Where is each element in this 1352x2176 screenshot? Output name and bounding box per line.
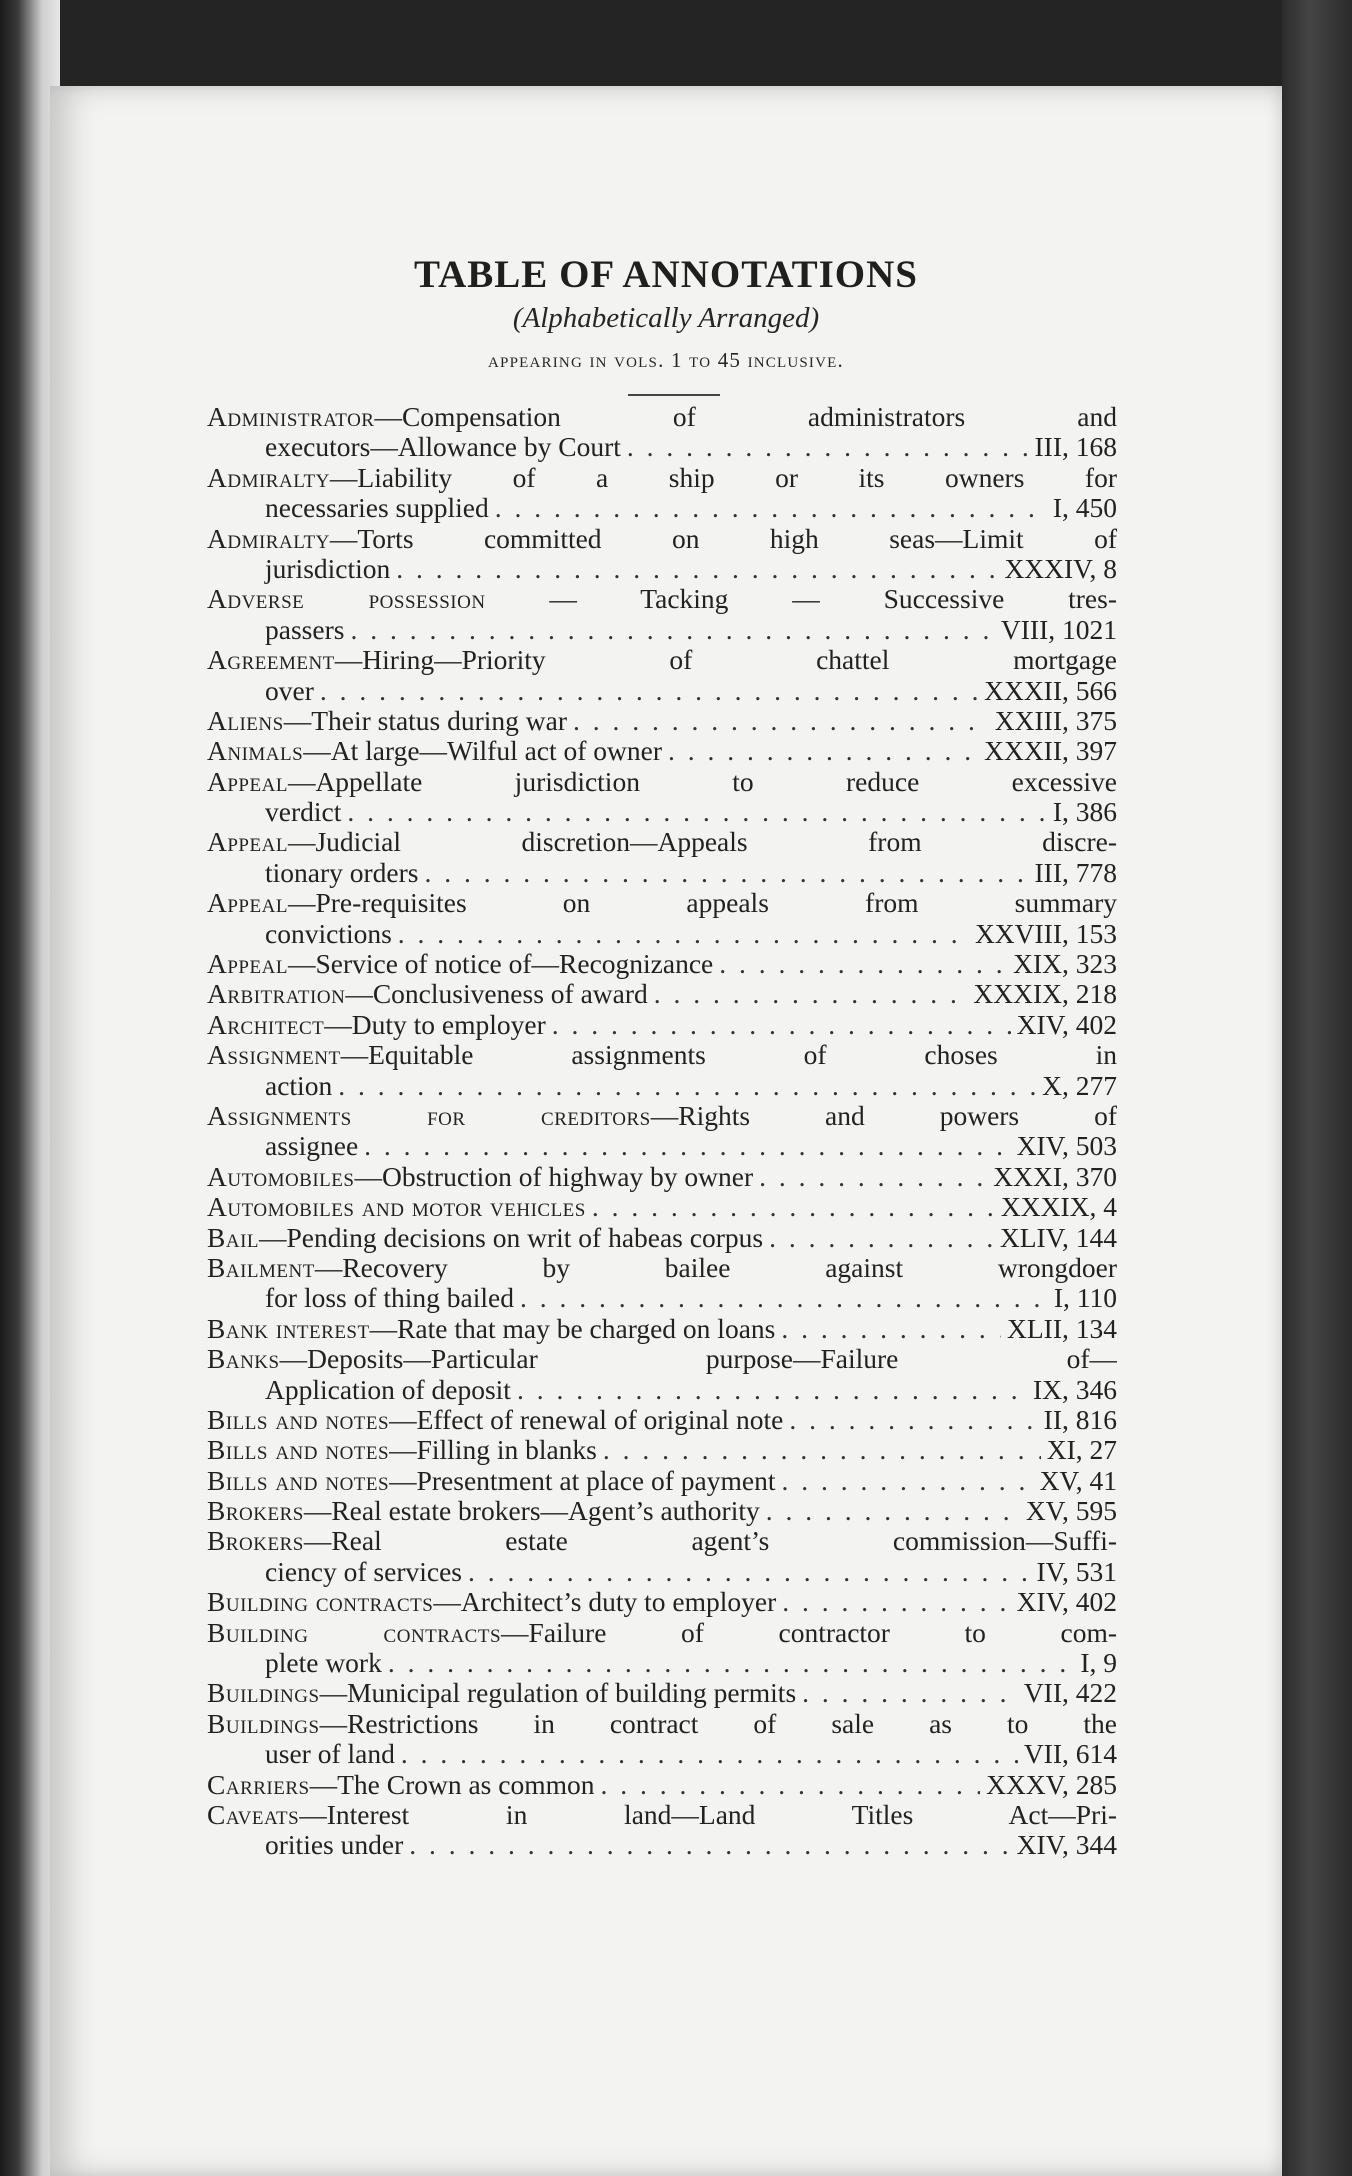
volume-page-reference: XXXV, 285	[986, 1769, 1117, 1800]
dot-leader	[766, 1496, 1020, 1526]
volume-page-reference: I, 9	[1080, 1648, 1117, 1679]
entry-first-line	[207, 463, 1117, 493]
volume-page-reference: XLIV, 144	[999, 1222, 1117, 1253]
entry-first-line	[207, 1101, 1117, 1131]
entry-description: —Architect’s duty to employer	[433, 1587, 777, 1618]
entry-second-line	[207, 919, 1117, 949]
volume-page-reference: XV, 595	[1025, 1496, 1117, 1527]
entry-heading: Admiralty	[207, 523, 330, 554]
entry-line	[207, 1435, 1117, 1465]
entry-line	[207, 1314, 1117, 1344]
dot-leader	[654, 979, 968, 1009]
volume-page-reference: VII, 614	[1023, 1739, 1117, 1770]
entry-heading: Animals	[207, 736, 304, 767]
annotation-entry	[207, 584, 1117, 645]
entry-first-line	[207, 645, 1117, 675]
volume-page-reference: XLII, 134	[1007, 1313, 1117, 1344]
dot-leader	[782, 1587, 1010, 1617]
entry-heading: Carriers	[207, 1769, 310, 1800]
entry-description: —Compensation of administrators and	[374, 402, 1117, 432]
entry-heading: Admiralty	[207, 462, 330, 493]
entry-line	[207, 1496, 1117, 1526]
entry-description: —Obstruction of highway by owner	[354, 1161, 754, 1192]
entry-description: —Presentment at place of payment	[389, 1465, 776, 1496]
entry-heading: Assignments for creditors	[207, 1100, 651, 1131]
dot-leader	[759, 1162, 987, 1192]
entry-continuation: plete work	[265, 1648, 382, 1679]
entry-heading: Adverse possession	[207, 584, 486, 615]
entry-continuation: passers	[265, 614, 345, 645]
entry-first-line	[207, 584, 1117, 614]
annotation-entry	[207, 1678, 1117, 1708]
annotation-entry	[207, 1526, 1117, 1587]
entry-continuation: executors—Allowance by Court	[265, 432, 621, 463]
dot-leader	[398, 919, 969, 949]
volume-page-reference: II, 816	[1043, 1404, 1117, 1435]
annotation-entry	[207, 1314, 1117, 1344]
annotation-entry	[207, 736, 1117, 766]
entry-first-line	[207, 1253, 1117, 1283]
annotation-entry	[207, 1101, 1117, 1162]
entry-heading: Bank interest	[207, 1313, 370, 1344]
entry-continuation: for loss of thing bailed	[265, 1283, 514, 1314]
dot-leader	[802, 1678, 1018, 1708]
entry-heading: Bills and notes	[207, 1435, 390, 1466]
entry-continuation: necessaries supplied	[265, 493, 489, 524]
volume-page-reference: VIII, 1021	[1000, 614, 1117, 645]
entry-second-line	[207, 1071, 1117, 1101]
entry-first-line	[207, 402, 1117, 432]
dot-leader	[517, 1375, 1027, 1405]
entry-heading: Buildings	[207, 1708, 320, 1739]
entry-line	[207, 1223, 1117, 1253]
dot-leader	[520, 1283, 1048, 1313]
entry-continuation: over	[265, 675, 314, 706]
entry-second-line	[207, 1557, 1117, 1587]
entry-continuation: orities under	[265, 1830, 404, 1861]
entry-first-line	[207, 888, 1117, 918]
entry-heading: Aliens	[207, 705, 284, 736]
entry-description: —Failure of contractor to com-	[501, 1617, 1117, 1648]
volume-page-reference: XXXI, 370	[993, 1161, 1117, 1192]
entry-continuation: action	[265, 1070, 333, 1101]
annotation-entry	[207, 1435, 1117, 1465]
entry-continuation: Application of deposit	[265, 1374, 511, 1405]
entry-description: —Conclusiveness of award	[345, 979, 648, 1010]
entry-heading: Agreement	[207, 645, 335, 676]
entry-heading: Brokers	[207, 1496, 304, 1527]
entry-heading: Administrator	[207, 402, 375, 432]
annotation-entry	[207, 463, 1117, 524]
annotation-entry	[207, 1192, 1117, 1222]
dot-leader	[627, 432, 1029, 462]
volume-page-reference: XIX, 323	[1013, 949, 1117, 980]
volume-page-reference: XXXII, 397	[984, 736, 1117, 767]
entry-first-line	[207, 1709, 1117, 1739]
entry-description: —Their status during war	[283, 705, 568, 736]
entry-line	[207, 1010, 1117, 1040]
entry-continuation: user of land	[265, 1739, 395, 1770]
entry-line	[207, 1192, 1117, 1222]
entry-description: —Real estate brokers—Agent’s authority	[303, 1496, 760, 1527]
entry-continuation: assignee	[265, 1131, 359, 1162]
entry-heading: Architect	[207, 1009, 325, 1040]
volume-page-reference: III, 168	[1034, 432, 1117, 463]
annotation-entry	[207, 1770, 1117, 1800]
entry-description: —Equitable assignments of choses in	[340, 1040, 1117, 1071]
annotations-list	[207, 402, 1117, 1861]
book-cover-edge	[1282, 0, 1352, 2176]
entry-second-line	[207, 1739, 1117, 1769]
entry-first-line	[207, 1040, 1117, 1070]
entry-first-line	[207, 827, 1117, 857]
entry-description: —Pre-requisites on appeals from summary	[287, 888, 1117, 919]
entry-description: —Pending decisions on writ of habeas corpus	[259, 1222, 764, 1253]
annotation-entry	[207, 1010, 1117, 1040]
dot-leader	[388, 1648, 1074, 1678]
title-divider	[628, 394, 720, 396]
annotation-entry	[207, 1344, 1117, 1405]
entry-description: — Tacking — Successive tres-	[485, 584, 1117, 615]
dot-leader	[364, 1131, 1010, 1161]
volume-range: appearing in vols. 1 to 45 inclusive.	[488, 348, 844, 372]
entry-line	[207, 1587, 1117, 1617]
entry-description: —Rate that may be charged on loans	[369, 1313, 776, 1344]
entry-description: —Hiring—Priority of chattel mortgage	[334, 645, 1117, 676]
dot-leader	[320, 676, 978, 706]
volume-page-reference: XXIII, 375	[994, 705, 1117, 736]
entry-heading: Bills and notes	[207, 1404, 390, 1435]
volume-page-reference: XXVIII, 153	[974, 918, 1117, 949]
annotation-entry	[207, 1466, 1117, 1496]
volume-page-reference: I, 386	[1052, 797, 1117, 828]
entry-first-line	[207, 1526, 1117, 1556]
entry-heading: Bailment	[207, 1252, 315, 1283]
entry-second-line	[207, 797, 1117, 827]
entry-second-line	[207, 493, 1117, 523]
entry-heading: Building contracts	[207, 1587, 434, 1618]
volume-page-reference: IV, 531	[1036, 1556, 1117, 1587]
annotation-entry	[207, 1800, 1117, 1861]
entry-second-line	[207, 858, 1117, 888]
dot-leader	[592, 1192, 995, 1222]
entry-first-line	[207, 524, 1117, 554]
entry-first-line	[207, 1344, 1117, 1374]
entry-description: —Recovery by bailee against wrongdoer	[314, 1252, 1117, 1283]
entry-second-line	[207, 676, 1117, 706]
entry-first-line	[207, 1800, 1117, 1830]
entry-description: —Deposits—Particular purpose—Failure of—	[279, 1344, 1117, 1375]
entry-line	[207, 1770, 1117, 1800]
entry-description: —Effect of renewal of original note	[389, 1404, 784, 1435]
entry-line	[207, 979, 1117, 1009]
volume-page-reference: IX, 346	[1032, 1374, 1117, 1405]
volume-page-reference: VII, 422	[1023, 1678, 1117, 1709]
entry-description: —Duty to employer	[324, 1009, 546, 1040]
entry-description: —Appellate jurisdiction to reduce excessive	[287, 766, 1117, 797]
entry-heading: Bail	[207, 1222, 259, 1253]
entry-description: —Interest in land—Land Titles Act—Pri-	[299, 1799, 1117, 1830]
annotation-entry	[207, 1405, 1117, 1435]
dot-leader	[789, 1405, 1037, 1435]
entry-description: —The Crown as common	[309, 1769, 595, 1800]
annotation-entry	[207, 1587, 1117, 1617]
dot-leader	[347, 797, 1046, 827]
entry-line	[207, 1678, 1117, 1708]
entry-description: —Liability of a ship or its owners for	[329, 462, 1117, 493]
annotation-entry	[207, 524, 1117, 585]
dot-leader	[350, 615, 994, 645]
dot-leader	[338, 1071, 1036, 1101]
dot-leader	[425, 858, 1029, 888]
volume-page-reference: III, 778	[1034, 857, 1117, 888]
annotation-entry	[207, 402, 1117, 463]
dot-leader	[769, 1223, 994, 1253]
annotation-entry	[207, 1496, 1117, 1526]
dot-leader	[401, 1739, 1018, 1769]
entry-line	[207, 1405, 1117, 1435]
dot-leader	[495, 493, 1047, 523]
entry-second-line	[207, 1131, 1117, 1161]
dot-leader	[668, 736, 978, 766]
annotation-entry	[207, 706, 1117, 736]
entry-line	[207, 1162, 1117, 1192]
entry-heading: Buildings	[207, 1678, 320, 1709]
volume-page-reference: XV, 41	[1039, 1465, 1117, 1496]
dot-leader	[781, 1314, 1001, 1344]
volume-page-reference: XXXIV, 8	[1004, 553, 1117, 584]
entry-description: —Torts committed on high seas—Limit of	[329, 523, 1117, 554]
dot-leader	[552, 1010, 1011, 1040]
entry-second-line	[207, 1648, 1117, 1678]
dot-leader	[719, 949, 1007, 979]
entry-description: —Real estate agent’s commission—Suffi-	[303, 1526, 1117, 1557]
entry-heading: Appeal	[207, 766, 288, 797]
entry-description: —Filling in blanks	[389, 1435, 597, 1466]
entry-description: —Service of notice of—Recognizance	[287, 949, 714, 980]
entry-description: —Rights and powers of	[650, 1100, 1117, 1131]
entry-heading: Assignment	[207, 1040, 341, 1071]
entry-continuation: jurisdiction	[265, 553, 391, 584]
dot-leader	[573, 706, 989, 736]
entry-heading: Arbitration	[207, 979, 346, 1010]
entry-description: —At large—Wilful act of owner	[303, 736, 663, 767]
entry-line	[207, 736, 1117, 766]
entry-description: —Municipal regulation of building permits	[319, 1678, 797, 1709]
entry-description: —Restrictions in contract of sale as to the	[319, 1708, 1117, 1739]
volume-page-reference: XXXIX, 218	[973, 979, 1117, 1010]
annotation-entry	[207, 767, 1117, 828]
dot-leader	[603, 1435, 1041, 1465]
dot-leader	[409, 1830, 1010, 1860]
entry-second-line	[207, 1283, 1117, 1313]
entry-continuation: tionary orders	[265, 857, 419, 888]
annotation-entry	[207, 1040, 1117, 1101]
annotation-entry	[207, 979, 1117, 1009]
entry-line	[207, 949, 1117, 979]
page-subtitle: (Alphabetically Arranged)	[512, 302, 820, 334]
entry-description: —Judicial discretion—Appeals from discre-	[287, 827, 1117, 858]
annotation-entry	[207, 645, 1117, 706]
volume-page-reference: I, 110	[1053, 1283, 1117, 1314]
dot-leader	[782, 1466, 1034, 1496]
volume-page-reference: XI, 27	[1046, 1435, 1117, 1466]
entry-continuation: ciency of services	[265, 1556, 462, 1587]
entry-heading: Caveats	[207, 1799, 300, 1830]
book-page	[50, 86, 1282, 2176]
volume-page-reference: I, 450	[1052, 493, 1117, 524]
annotation-entry	[207, 888, 1117, 949]
annotation-entry	[207, 1223, 1117, 1253]
entry-heading: Appeal	[207, 888, 288, 919]
volume-page-reference: XXXII, 566	[984, 675, 1117, 706]
entry-first-line	[207, 1618, 1117, 1648]
entry-continuation: verdict	[265, 797, 342, 828]
entry-second-line	[207, 1830, 1117, 1860]
volume-page-reference: XXXIX, 4	[1000, 1192, 1117, 1223]
volume-page-reference: XIV, 402	[1016, 1587, 1117, 1618]
entry-line	[207, 1466, 1117, 1496]
entry-second-line	[207, 615, 1117, 645]
entry-heading: Automobiles	[207, 1161, 355, 1192]
annotation-entry	[207, 949, 1117, 979]
volume-page-reference: X, 277	[1042, 1070, 1117, 1101]
dot-leader	[600, 1770, 980, 1800]
entry-second-line	[207, 554, 1117, 584]
entry-heading: Brokers	[207, 1526, 304, 1557]
annotation-entry	[207, 827, 1117, 888]
entry-second-line	[207, 1375, 1117, 1405]
entry-first-line	[207, 767, 1117, 797]
volume-page-reference: XIV, 503	[1016, 1131, 1117, 1162]
annotation-entry	[207, 1253, 1117, 1314]
entry-heading: Building contracts	[207, 1617, 502, 1648]
entry-heading: Bills and notes	[207, 1465, 390, 1496]
volume-page-reference: XIV, 402	[1016, 1009, 1117, 1040]
entry-continuation: convictions	[265, 918, 392, 949]
dot-leader	[468, 1557, 1031, 1587]
annotation-entry	[207, 1162, 1117, 1192]
volume-page-reference: XIV, 344	[1016, 1830, 1117, 1861]
annotation-entry	[207, 1709, 1117, 1770]
entry-heading: Automobiles and motor vehicles	[207, 1192, 586, 1223]
dot-leader	[396, 554, 998, 584]
entry-heading: Appeal	[207, 827, 288, 858]
annotation-entry	[207, 1618, 1117, 1679]
page-title: TABLE OF ANNOTATIONS	[414, 253, 918, 296]
entry-heading: Banks	[207, 1344, 280, 1375]
entry-line	[207, 706, 1117, 736]
entry-second-line	[207, 432, 1117, 462]
entry-heading: Appeal	[207, 949, 288, 980]
